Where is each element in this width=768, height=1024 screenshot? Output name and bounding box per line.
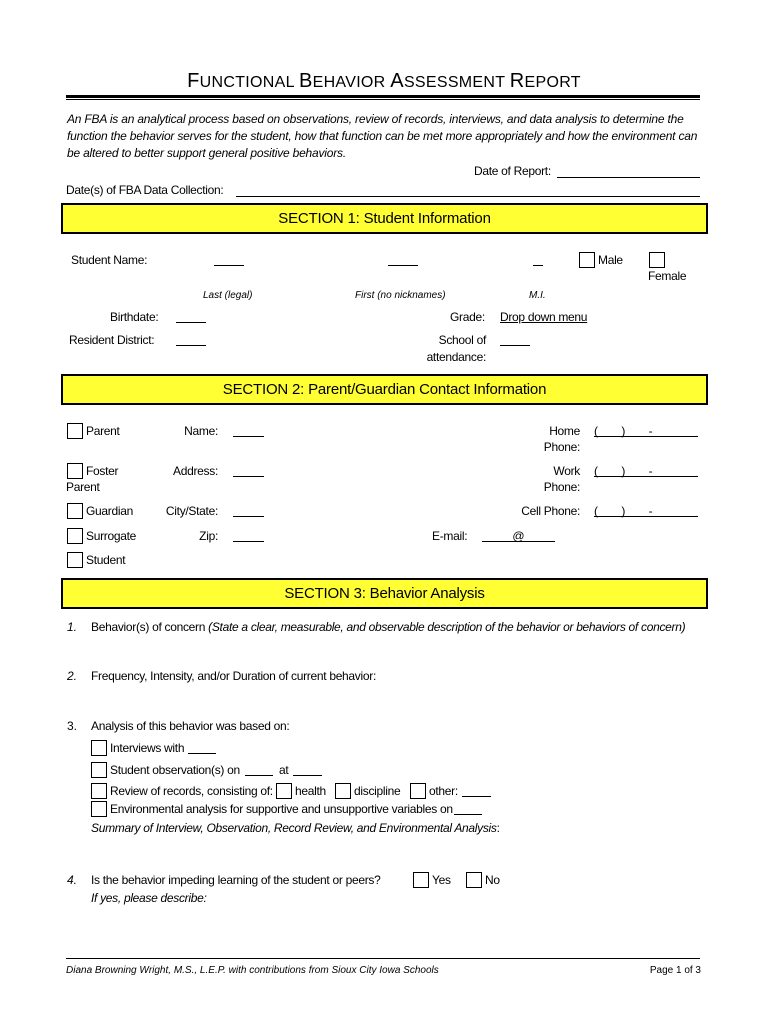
mi-caption: M.I. [529, 290, 546, 301]
foster-label: Foster [86, 464, 119, 478]
records-checkbox[interactable] [91, 783, 107, 799]
no-label: No [485, 873, 500, 887]
discipline-checkbox[interactable] [335, 783, 351, 799]
work-phone-field[interactable]: ( ) - [594, 464, 653, 478]
last-legal-caption: Last (legal) [203, 290, 253, 301]
at-label: at [279, 763, 289, 777]
discipline-label: discipline [354, 784, 401, 798]
address-label: Address: [173, 464, 218, 478]
student-label: Student [86, 553, 126, 567]
home-label: Home [549, 424, 580, 438]
page-number: Page 1 of 3 [649, 965, 701, 976]
foster-parent-checkbox[interactable] [67, 463, 83, 479]
mi-field[interactable] [533, 265, 543, 266]
surrogate-checkbox[interactable] [67, 528, 83, 544]
resident-district-label: Resident District: [69, 333, 155, 347]
environmental-label: Environmental analysis for supportive and unsupportive variables on [110, 802, 453, 816]
health-checkbox[interactable] [276, 783, 292, 799]
date-of-report-field[interactable] [557, 177, 700, 178]
footer-credit: Diana Browning Wright, M.S., L.E.P. with contributions from Sioux City Iowa Schools [66, 965, 439, 976]
email-underline [482, 541, 555, 542]
work-phone-underline [594, 476, 698, 477]
dates-collection-label: Date(s) of FBA Data Collection: [66, 183, 224, 197]
home-phone-field[interactable]: ( ) - [594, 424, 653, 438]
section-1-header: SECTION 1: Student Information [61, 203, 708, 234]
section-3-header: SECTION 3: Behavior Analysis [61, 578, 708, 609]
q4-text: Is the behavior impeding learning of the student or peers? [91, 873, 381, 887]
guardian-name-field[interactable] [233, 436, 264, 437]
interviews-label: Interviews with [110, 741, 185, 755]
zip-label: Zip: [199, 529, 218, 543]
no-checkbox[interactable] [466, 872, 482, 888]
q3-number: 3. [67, 719, 78, 733]
footer-rule [66, 958, 700, 959]
parent-checkbox[interactable] [67, 423, 83, 439]
city-state-field[interactable] [233, 516, 264, 517]
cell-phone-label: Cell Phone: [521, 504, 580, 518]
zip-field[interactable] [233, 541, 264, 542]
male-checkbox[interactable] [579, 252, 595, 268]
observation-checkbox[interactable] [91, 762, 107, 778]
male-label: Male [598, 253, 623, 267]
school-field[interactable] [500, 345, 530, 346]
other-checkbox[interactable] [410, 783, 426, 799]
q1-number: 1. [67, 620, 78, 634]
interviews-field[interactable] [188, 753, 216, 754]
city-state-label: City/State: [165, 504, 218, 518]
page-title: FUNCTIONAL BEHAVIOR ASSESSMENT REPORT [187, 70, 581, 92]
yes-checkbox[interactable] [413, 872, 429, 888]
email-label: E-mail: [432, 529, 468, 543]
birthdate-label: Birthdate: [110, 310, 159, 324]
school-of-label: School of [438, 333, 486, 347]
health-label: health [295, 784, 326, 798]
q2-text: Frequency, Intensity, and/or Duration of current behavior: [91, 669, 376, 683]
observation-label: Student observation(s) on [110, 763, 240, 777]
work-label: Work [553, 464, 580, 478]
name-label: Name: [184, 424, 218, 438]
female-label: Female [648, 269, 687, 283]
if-yes-label: If yes, please describe: [91, 891, 207, 905]
records-label: Review of records, consisting of: [110, 784, 273, 798]
home-phone-label: Phone: [543, 440, 580, 454]
summary-label: Summary of Interview, Observation, Record Review, and Environmental Analysis: [91, 821, 500, 835]
student-name-label: Student Name: [71, 253, 148, 267]
first-name-field[interactable] [388, 265, 418, 266]
resident-district-field[interactable] [176, 345, 206, 346]
guardian-label: Guardian [86, 504, 133, 518]
surrogate-label: Surrogate [86, 529, 136, 543]
other-field[interactable] [462, 796, 491, 797]
q4-number: 4. [67, 873, 78, 887]
attendance-label: attendance: [426, 350, 486, 364]
title-rule-thick [66, 95, 700, 98]
interviews-checkbox[interactable] [91, 740, 107, 756]
observation-time-field[interactable] [293, 775, 322, 776]
intro-paragraph: An FBA is an analytical process based on observations, review of records, interviews, and data analysis to determine the function the behavior serves for the student, how that function can be met more appropriately and how the environment can be altered to better support general positive behaviors. [67, 112, 698, 160]
grade-label: Grade: [450, 310, 485, 324]
other-label: other: [429, 784, 458, 798]
birthdate-field[interactable] [176, 322, 206, 323]
grade-dropdown[interactable]: Drop down menu [500, 310, 588, 324]
home-phone-underline [594, 436, 698, 437]
yes-label: Yes [432, 873, 451, 887]
date-of-report-label: Date of Report: [474, 164, 551, 178]
cell-phone-field[interactable]: ( ) - [594, 504, 653, 518]
section-2-header: SECTION 2: Parent/Guardian Contact Information [61, 374, 708, 405]
last-name-field[interactable] [214, 265, 244, 266]
q1-text: Behavior(s) of concern (State a clear, measurable, and observable description of the behavior or behaviors of concern) [91, 620, 686, 634]
student-checkbox[interactable] [67, 552, 83, 568]
q2-number: 2. [67, 669, 78, 683]
environmental-field[interactable] [454, 814, 482, 815]
address-field[interactable] [233, 476, 264, 477]
foster-parent-label: Parent [66, 480, 100, 494]
observation-date-field[interactable] [245, 775, 273, 776]
female-checkbox[interactable] [649, 252, 665, 268]
cell-phone-underline [594, 516, 698, 517]
title-rule-thin [66, 99, 700, 100]
work-phone-label: Phone: [543, 480, 580, 494]
environmental-checkbox[interactable] [91, 801, 107, 817]
parent-label: Parent [86, 424, 120, 438]
dates-collection-field[interactable] [236, 196, 700, 197]
first-name-caption: First (no nicknames) [355, 290, 446, 301]
guardian-checkbox[interactable] [67, 503, 83, 519]
q3-text: Analysis of this behavior was based on: [91, 719, 290, 733]
email-field[interactable]: @ [512, 529, 525, 543]
